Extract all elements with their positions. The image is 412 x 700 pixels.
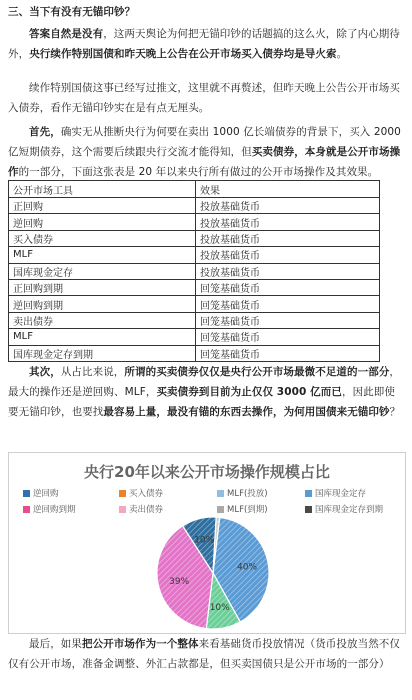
para4-text-4: ？ (389, 406, 401, 418)
table-cell-tool: MLF (9, 329, 196, 345)
table-cell-effect: 投放基础货币 (196, 230, 380, 246)
footer-strong-1: 把公开市场作为一个整体 (82, 638, 199, 650)
table-cell-effect: 回笼基础货币 (196, 296, 380, 312)
table-row (9, 279, 380, 295)
para4-text-1: 从占比来说， (60, 366, 125, 378)
legend-label: MLF(到期) (227, 505, 268, 515)
para4-text-3: ，因此即使要无锚印钞，也要找 (8, 386, 395, 418)
para4-strong-4: 最容易上量，最没有锚的东西去操作，为何用国债来无锚印钞 (103, 406, 390, 418)
footer-text-2: 来看基础货币投放情况（货币投放当然不仅仅有公开市场，准备金调整、外汇占款都是，但买卖国债只是公开市场的一部分） (8, 638, 401, 670)
table-cell-tool: 国库现金定存 (9, 263, 196, 279)
para3-text-2: 的一部分，下面这张表是 20 年以来央行所有做过的公开市场操作及其效果。 (18, 166, 379, 178)
legend-label: 国库现金定存 (315, 489, 367, 499)
paragraph-3 (8, 122, 404, 182)
table-cell-effect: 回笼基础货币 (196, 345, 380, 361)
pie-data-label: 10% (209, 603, 230, 614)
para4-strong-3: 买卖债券到目前为止仅仅 3000 亿而已 (156, 386, 342, 398)
para4-text-2: ，最大的操作还是逆回购、MLF， (8, 366, 401, 398)
para1-strong-1: 答案自然是没有 (29, 28, 104, 40)
table-row (9, 247, 380, 263)
legend-label: MLF(投放) (227, 489, 268, 499)
pie-svg (9, 453, 405, 633)
table-cell-effect: 投放基础货币 (196, 214, 380, 230)
paragraph-2: 续作特别国债这事已经写过推文，这里就不再赘述，但昨天晚上公告公开市场买入债券，看作无锚印钞实在是有点无厘头。 (8, 82, 400, 114)
legend-label: 卖出债券 (129, 505, 164, 515)
table-cell-tool: 卖出债券 (9, 312, 196, 328)
table-cell-tool: 逆回购 (9, 214, 196, 230)
legend-label: 逆回购 (33, 489, 59, 499)
table-cell-tool: MLF (9, 247, 196, 263)
table-row (9, 214, 380, 230)
table-row (9, 296, 380, 312)
para1-text-1: ，这两天舆论为何把无锚印钞的话题搞的这么火，除了内心期待外， (8, 28, 401, 60)
table-row (9, 312, 380, 328)
pie-chart (8, 452, 406, 634)
pie-data-label: 40% (237, 562, 258, 573)
footer-paragraph (8, 634, 404, 674)
para3-strong-2: 买卖债券，本身就是公开市场操作 (8, 146, 401, 178)
table-row (9, 230, 380, 246)
table-cell-effect: 投放基础货币 (196, 198, 380, 214)
pie-data-label: 39% (169, 576, 190, 587)
table-cell-tool: 买入债券 (9, 230, 196, 246)
para3-strong-1: 首先， (29, 126, 61, 138)
table-cell-tool: 正回购到期 (9, 279, 196, 295)
pie-data-label: 10% (194, 535, 215, 546)
legend-label: 逆回购到期 (33, 505, 76, 515)
table-header-row (9, 181, 380, 198)
table-cell-tool: 国库现金定存到期 (9, 345, 196, 361)
table-body (9, 198, 380, 362)
paragraph-1 (8, 24, 404, 64)
table-header-tool: 公开市场工具 (9, 181, 196, 198)
open-market-table (8, 180, 380, 362)
table-cell-effect: 投放基础货币 (196, 263, 380, 279)
para4-strong-2: 所谓的买卖债券仅仅是央行公开市场最微不足道的一部分 (124, 366, 390, 378)
para1-strong-2: 央行续作特别国债和昨天晚上公告在公开市场买入债券均是导火索 (29, 48, 337, 60)
para3-text-1: 确实无从推断央行为何要在卖出 1000 亿长端债券的背景下，买入 2000 亿短期债券，这个需要后续跟央行交流才能得知，但 (8, 126, 401, 158)
table-cell-tool: 逆回购到期 (9, 296, 196, 312)
table-row (9, 345, 380, 361)
table-row (9, 263, 380, 279)
table-cell-effect: 回笼基础货币 (196, 312, 380, 328)
chart-title: 央行20年以来公开市场操作规模占比 (84, 463, 330, 481)
table-header-effect: 效果 (196, 181, 380, 198)
footer-text-1: 最后，如果 (29, 638, 82, 650)
table-cell-effect: 回笼基础货币 (196, 279, 380, 295)
legend-label: 国库现金定存到期 (315, 505, 384, 515)
table-cell-effect: 投放基础货币 (196, 247, 380, 263)
table-cell-effect: 回笼基础货币 (196, 329, 380, 345)
para4-strong-1: 其次， (29, 366, 61, 378)
paragraph-4 (8, 362, 404, 422)
table-row (9, 329, 380, 345)
table-row (9, 198, 380, 214)
section-heading: 三、当下有没有无锚印钞？ (8, 6, 136, 18)
table-cell-tool: 正回购 (9, 198, 196, 214)
legend-label: 买入债券 (129, 489, 164, 499)
para1-text-2: 。 (336, 48, 348, 60)
